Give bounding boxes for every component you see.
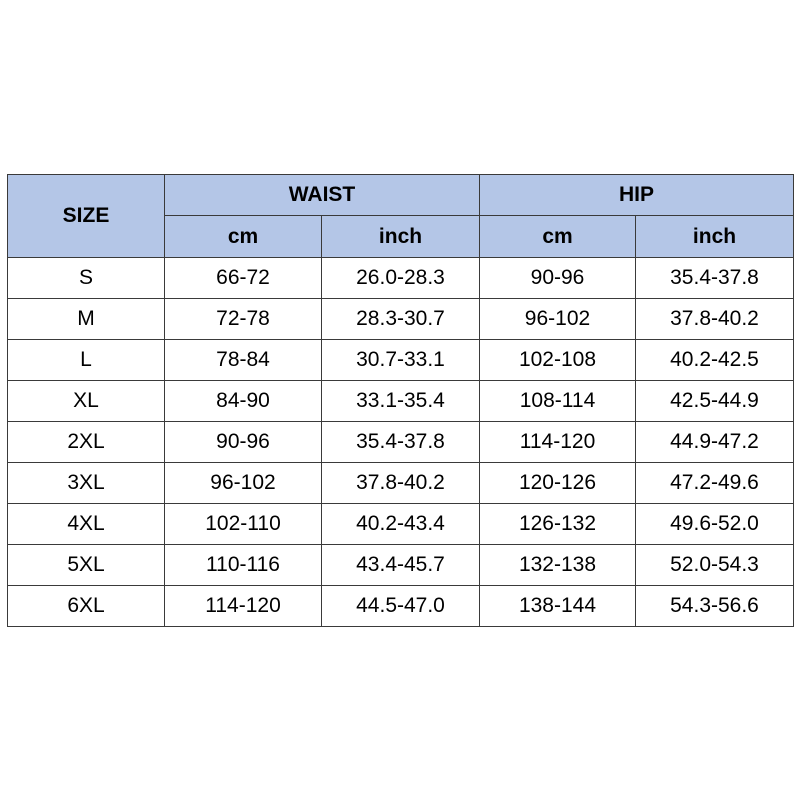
size-cell: 3XL	[8, 463, 165, 504]
waist-cm-cell: 84-90	[165, 381, 322, 422]
waist-cm-cell: 78-84	[165, 340, 322, 381]
waist-inch-cell: 28.3-30.7	[322, 299, 480, 340]
waist-cm-cell: 72-78	[165, 299, 322, 340]
size-header: SIZE	[8, 175, 165, 258]
size-cell: M	[8, 299, 165, 340]
hip-inch-cell: 44.9-47.2	[636, 422, 794, 463]
hip-inch-cell: 42.5-44.9	[636, 381, 794, 422]
hip-cm-cell: 108-114	[480, 381, 636, 422]
size-cell: 2XL	[8, 422, 165, 463]
waist-header: WAIST	[165, 175, 480, 216]
waist-cm-cell: 102-110	[165, 504, 322, 545]
hip-inch-cell: 37.8-40.2	[636, 299, 794, 340]
hip-inch-cell: 54.3-56.6	[636, 586, 794, 627]
waist-inch-cell: 40.2-43.4	[322, 504, 480, 545]
waist-cm-header: cm	[165, 216, 322, 258]
size-cell: 4XL	[8, 504, 165, 545]
table-row	[8, 504, 794, 545]
table-row	[8, 299, 794, 340]
table-row	[8, 258, 794, 299]
hip-cm-cell: 102-108	[480, 340, 636, 381]
waist-inch-cell: 33.1-35.4	[322, 381, 480, 422]
hip-cm-header: cm	[480, 216, 636, 258]
waist-cm-cell: 114-120	[165, 586, 322, 627]
table-body	[8, 258, 794, 627]
waist-inch-cell: 30.7-33.1	[322, 340, 480, 381]
table-row	[8, 422, 794, 463]
waist-inch-cell: 43.4-45.7	[322, 545, 480, 586]
table-row	[8, 381, 794, 422]
hip-inch-cell: 49.6-52.0	[636, 504, 794, 545]
waist-inch-cell: 26.0-28.3	[322, 258, 480, 299]
hip-inch-cell: 35.4-37.8	[636, 258, 794, 299]
size-cell: L	[8, 340, 165, 381]
waist-cm-cell: 90-96	[165, 422, 322, 463]
header-group-row	[8, 175, 794, 216]
hip-cm-cell: 114-120	[480, 422, 636, 463]
hip-cm-cell: 138-144	[480, 586, 636, 627]
waist-cm-cell: 110-116	[165, 545, 322, 586]
hip-header: HIP	[480, 175, 794, 216]
table-row	[8, 586, 794, 627]
table-row	[8, 463, 794, 504]
hip-inch-header: inch	[636, 216, 794, 258]
size-chart-table	[7, 174, 794, 627]
hip-inch-cell: 47.2-49.6	[636, 463, 794, 504]
waist-cm-cell: 66-72	[165, 258, 322, 299]
waist-inch-cell: 44.5-47.0	[322, 586, 480, 627]
hip-cm-cell: 132-138	[480, 545, 636, 586]
hip-cm-cell: 90-96	[480, 258, 636, 299]
hip-inch-cell: 40.2-42.5	[636, 340, 794, 381]
table-row	[8, 545, 794, 586]
hip-cm-cell: 126-132	[480, 504, 636, 545]
hip-inch-cell: 52.0-54.3	[636, 545, 794, 586]
waist-inch-cell: 35.4-37.8	[322, 422, 480, 463]
size-cell: 6XL	[8, 586, 165, 627]
size-cell: S	[8, 258, 165, 299]
hip-cm-cell: 96-102	[480, 299, 636, 340]
waist-inch-cell: 37.8-40.2	[322, 463, 480, 504]
waist-cm-cell: 96-102	[165, 463, 322, 504]
table-row	[8, 340, 794, 381]
size-cell: 5XL	[8, 545, 165, 586]
hip-cm-cell: 120-126	[480, 463, 636, 504]
waist-inch-header: inch	[322, 216, 480, 258]
table-header	[8, 175, 794, 258]
size-cell: XL	[8, 381, 165, 422]
